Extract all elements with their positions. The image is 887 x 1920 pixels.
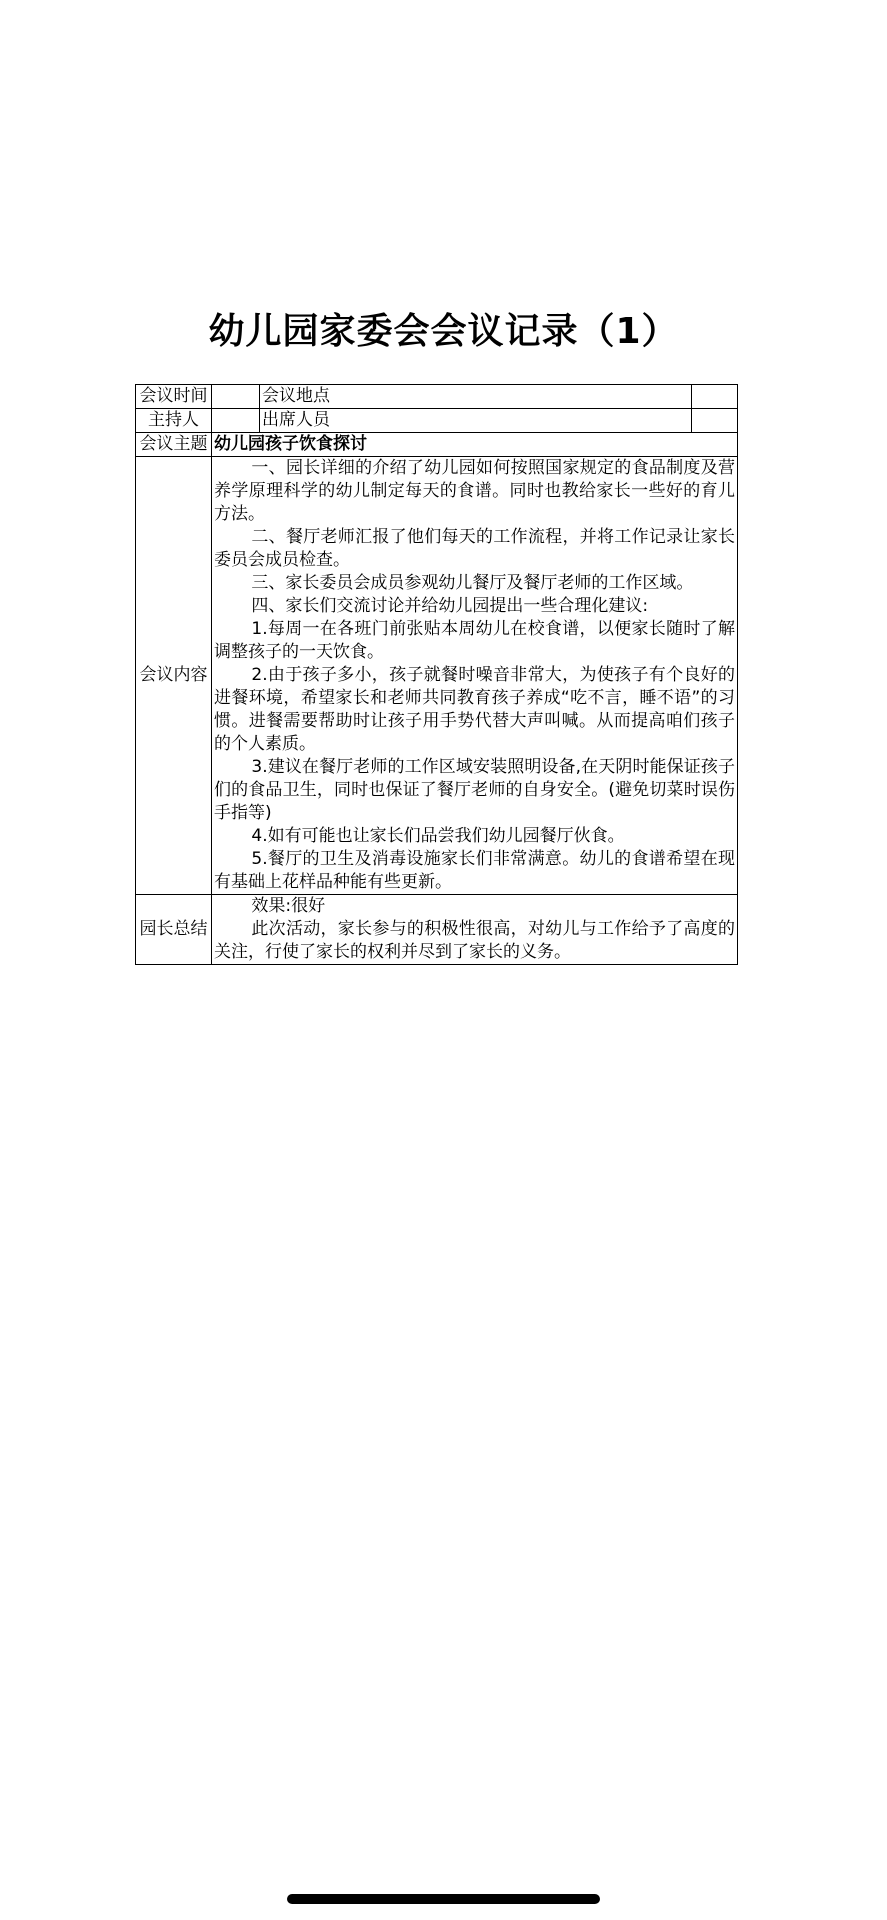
content-paragraph: 一、园长详细的介绍了幼儿园如何按照国家规定的食品制度及营养学原理科学的幼儿制定每天的食谱。同时也教给家长一些好的育儿方法。 xyxy=(214,458,735,524)
principal-summary-label: 园长总结 xyxy=(136,895,212,965)
content-paragraph: 2.由于孩子多小，孩子就餐时噪音非常大，为使孩子有个良好的进餐环境，希望家长和老师共同教育孩子养成“吃不言，睡不语”的习惯。进餐需要帮助时让孩子用手势代替大声叫喊。从而提高咱们孩子的个人素质。 xyxy=(214,665,735,754)
principal-summary-body xyxy=(212,895,738,965)
summary-paragraph: 效果:很好 xyxy=(251,896,326,916)
table-row-topic xyxy=(136,433,738,457)
document-title: 幼儿园家委会会议记录（1） xyxy=(208,311,679,352)
attendees-value xyxy=(692,409,738,433)
table-row-host-attendees xyxy=(136,409,738,433)
meeting-topic-label: 会议主题 xyxy=(136,433,212,457)
meeting-time-value xyxy=(212,385,260,409)
meeting-time-label: 会议时间 xyxy=(136,385,212,409)
content-paragraph: 3.建议在餐厅老师的工作区域安装照明设备,在天阴时能保证孩子们的食品卫生，同时也保证了餐厅老师的自身安全。(避免切菜时误伤手指等) xyxy=(214,757,735,823)
meeting-content-label: 会议内容 xyxy=(136,457,212,895)
attendees-label: 出席人员 xyxy=(260,409,692,433)
content-paragraph: 四、家长们交流讨论并给幼儿园提出一些合理化建议: xyxy=(251,596,649,616)
content-paragraph: 三、家长委员会成员参观幼儿餐厅及餐厅老师的工作区域。 xyxy=(251,573,694,593)
meeting-content-body xyxy=(212,457,738,895)
content-paragraph: 5.餐厅的卫生及消毒设施家长们非常满意。幼儿的食谱希望在现有基础上花样品种能有些更新。 xyxy=(214,849,735,892)
meeting-place-value xyxy=(692,385,738,409)
meeting-topic-value: 幼儿园孩子饮食探讨 xyxy=(212,433,738,457)
host-label: 主持人 xyxy=(136,409,212,433)
meeting-record-table xyxy=(135,384,738,965)
content-paragraph: 4.如有可能也让家长们品尝我们幼儿园餐厅伙食。 xyxy=(251,826,625,846)
meeting-place-label: 会议地点 xyxy=(260,385,692,409)
content-paragraph: 1.每周一在各班门前张贴本周幼儿在校食谱，以便家长随时了解调整孩子的一天饮食。 xyxy=(214,619,735,662)
table-row-time-place xyxy=(136,385,738,409)
table-row-summary xyxy=(136,895,738,965)
summary-paragraph: 此次活动，家长参与的积极性很高，对幼儿与工作给予了高度的关注，行使了家长的权利并尽到了家长的义务。 xyxy=(214,919,735,962)
home-indicator-bar[interactable] xyxy=(287,1894,600,1904)
table-row-content xyxy=(136,457,738,895)
content-paragraph: 二、餐厅老师汇报了他们每天的工作流程，并将工作记录让家长委员会成员检查。 xyxy=(214,527,735,570)
host-value xyxy=(212,409,260,433)
